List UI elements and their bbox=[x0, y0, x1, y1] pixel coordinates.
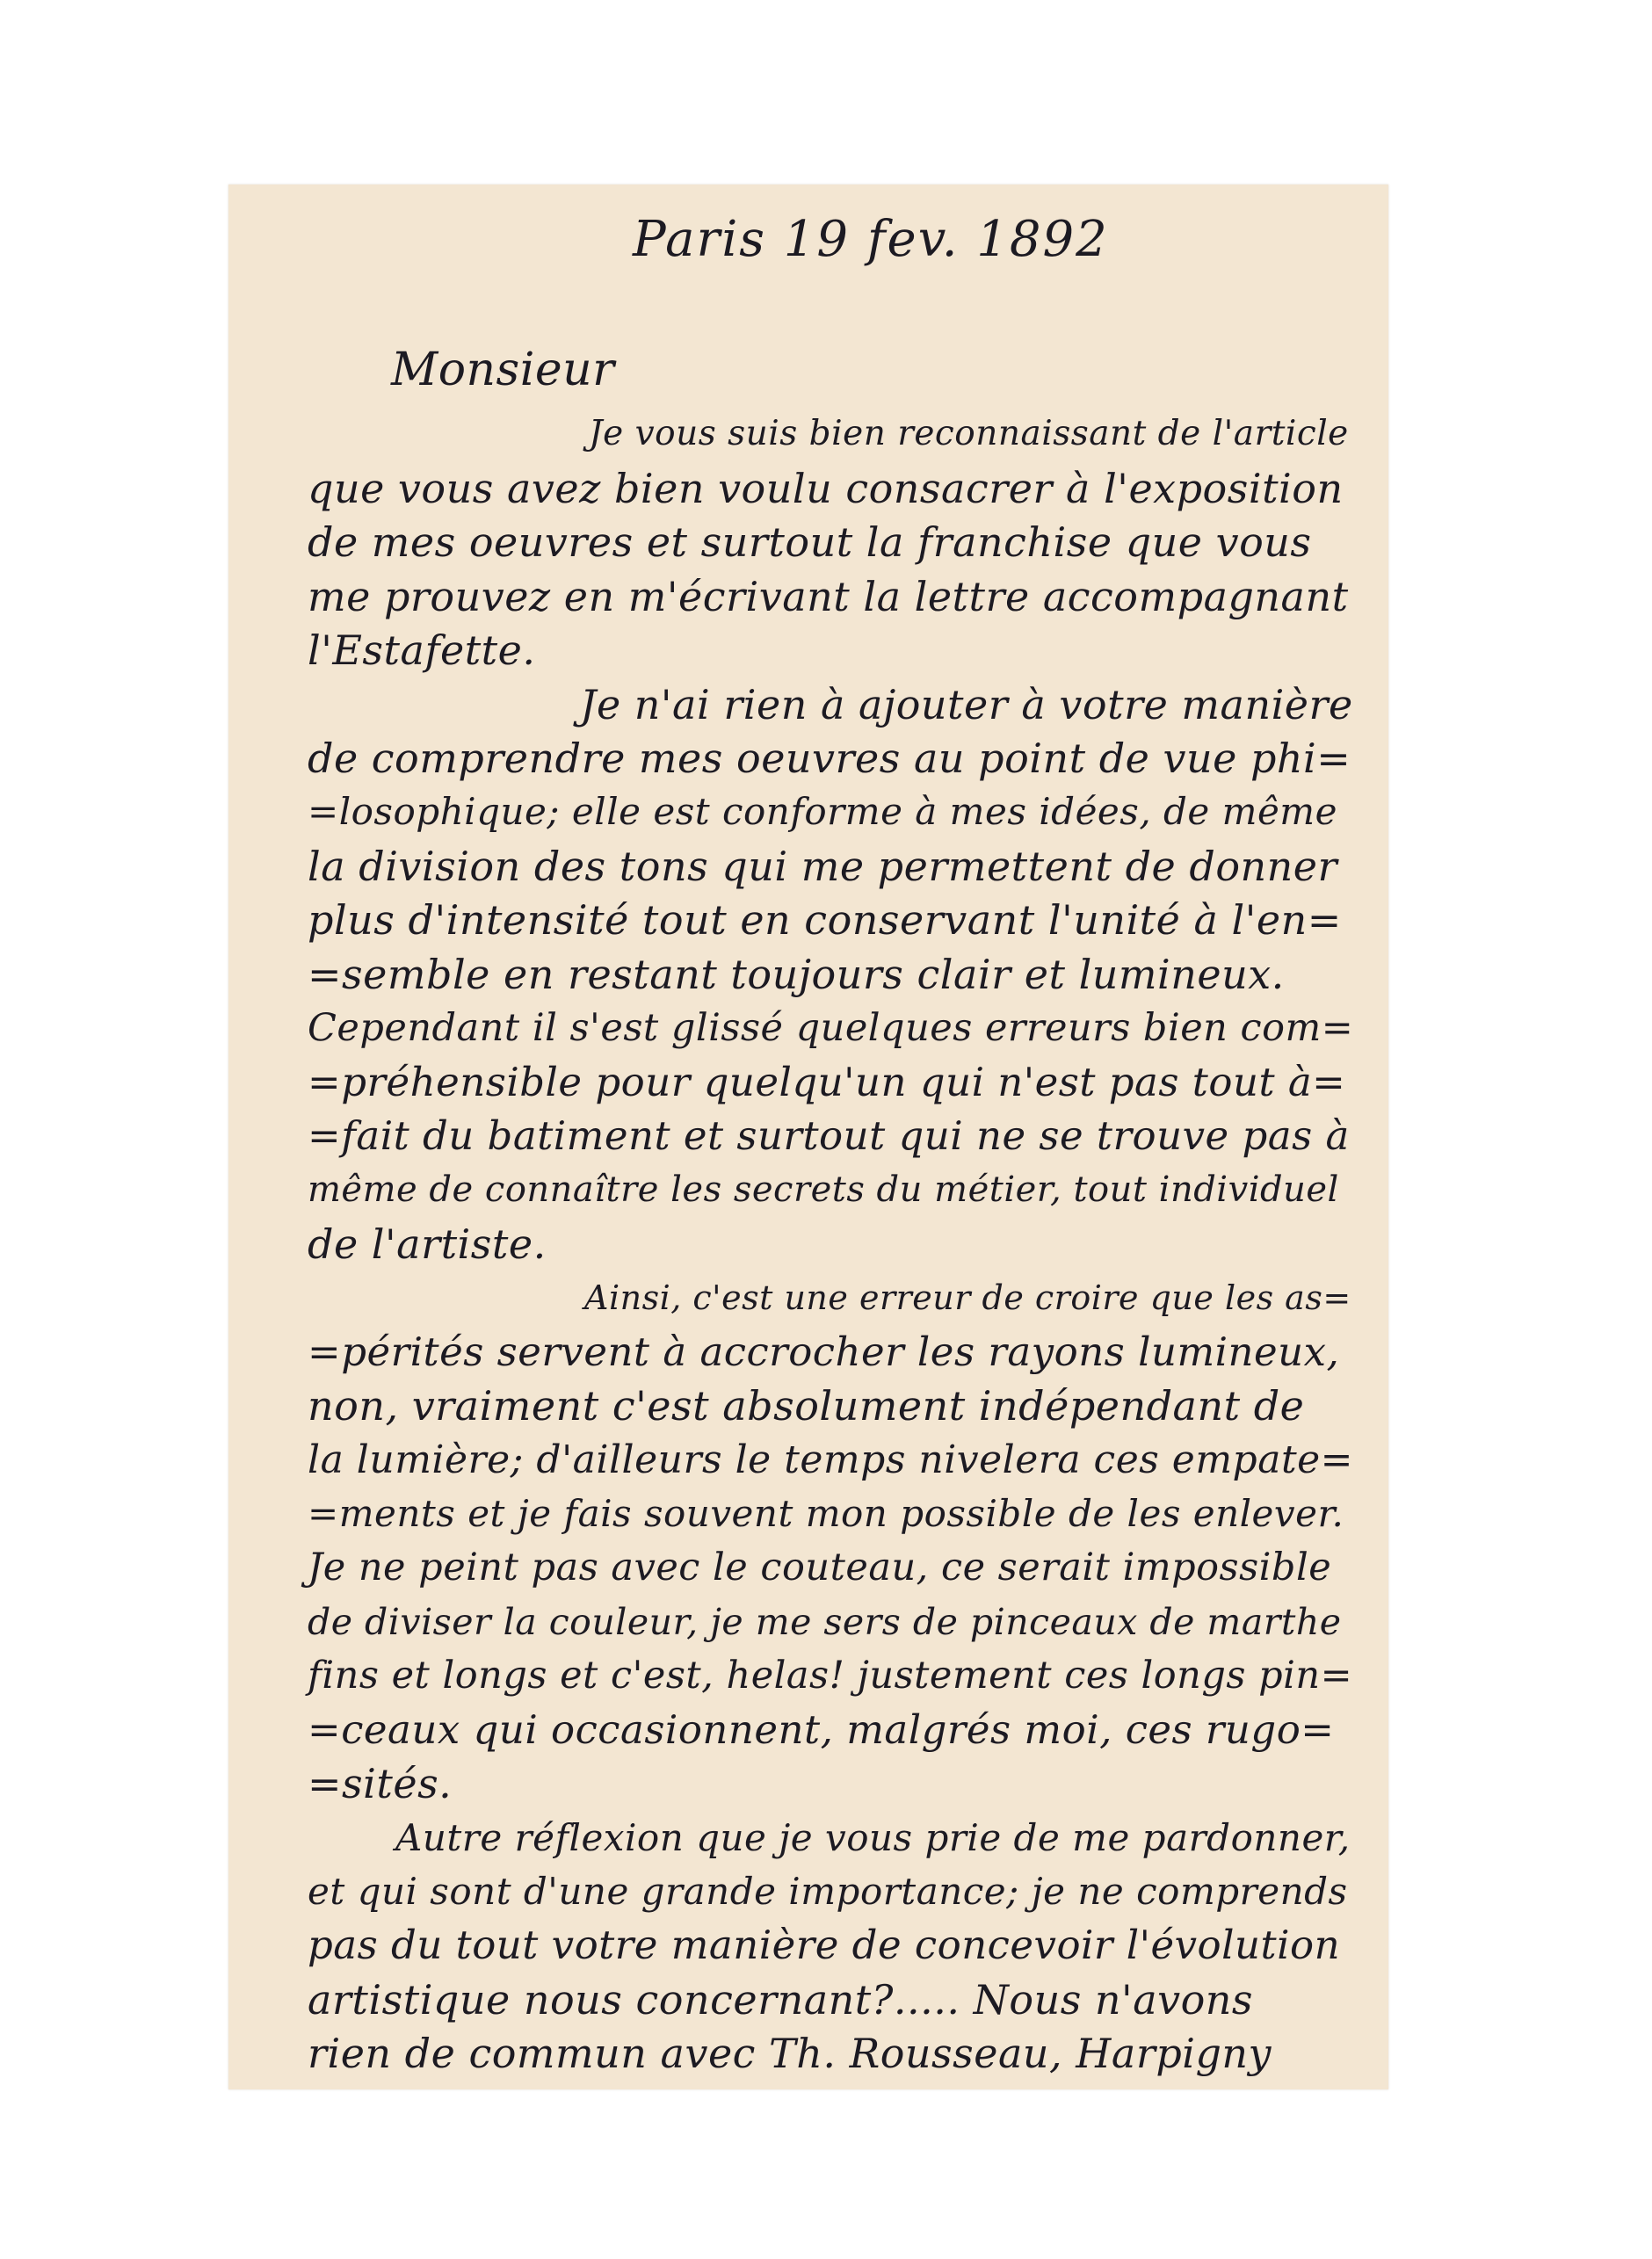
letter-line: Je vous suis bien reconnaissant de l'article bbox=[589, 414, 1349, 453]
letter-line: me prouvez en m'écrivant la lettre accompagnant bbox=[308, 573, 1349, 620]
letter-line: rien de commun avec Th. Rousseau, Harpigny bbox=[308, 2030, 1272, 2077]
letter-line: la division des tons qui me permettent de donner bbox=[308, 843, 1338, 890]
letter-line: pas du tout votre manière de concevoir l'évolution bbox=[308, 1922, 1341, 1968]
letter-line: non, vraiment c'est absolument indépendant de bbox=[308, 1382, 1305, 1430]
letter-sheet bbox=[228, 185, 1388, 2089]
letter-line: =sités. bbox=[308, 1760, 453, 1807]
letter-line: de diviser la couleur, je me sers de pinceaux de marthe bbox=[308, 1601, 1342, 1643]
letter-line: de comprendre mes oeuvres au point de vue phi= bbox=[308, 735, 1351, 782]
letter-line: =losophique; elle est conforme à mes idées, de même bbox=[308, 790, 1337, 833]
letter-line: Cependant il s'est glissé quelques erreurs bien com= bbox=[308, 1006, 1354, 1050]
letter-line: l'Estafette. bbox=[308, 626, 536, 674]
letter-line: Ainsi, c'est une erreur de croire que les as= bbox=[584, 1278, 1351, 1317]
letter-line: Autre réflexion que je vous prie de me pardonner, bbox=[395, 1816, 1351, 1859]
letter-line: =ments et je fais souvent mon possible de les enlever. bbox=[308, 1492, 1344, 1535]
letter-line: =préhensible pour quelqu'un qui n'est pas tout à= bbox=[308, 1059, 1346, 1105]
letter-salutation: Monsieur bbox=[391, 344, 615, 396]
letter-date: Paris 19 fev. 1892 bbox=[633, 211, 1109, 268]
letter-line: =fait du batiment et surtout qui ne se trouve pas à bbox=[308, 1112, 1350, 1159]
letter-line: =ceaux qui occasionnent, malgrés moi, ces rugo= bbox=[308, 1706, 1335, 1753]
letter-line: Je n'ai rien à ajouter à votre manière bbox=[580, 681, 1353, 728]
letter-line: plus d'intensité tout en conservant l'unité à l'en= bbox=[308, 896, 1342, 944]
letter-line: artistique nous concernant?..... Nous n'avons bbox=[308, 1976, 1254, 2024]
letter-line: =semble en restant toujours clair et lumineux. bbox=[308, 951, 1285, 998]
letter-line: même de connaître les secrets du métier, tout individuel bbox=[308, 1169, 1339, 1210]
letter-line: de l'artiste. bbox=[308, 1220, 547, 1268]
letter-line: =pérités servent à accrocher les rayons lumineux, bbox=[308, 1329, 1340, 1375]
letter-line: la lumière; d'ailleurs le temps nivelera ces empate= bbox=[308, 1437, 1354, 1482]
letter-line: que vous avez bien voulu consacrer à l'exposition bbox=[308, 465, 1344, 512]
letter-line: de mes oeuvres et surtout la franchise que vous bbox=[308, 518, 1312, 566]
letter-line: Je ne peint pas avec le couteau, ce serait impossible bbox=[308, 1546, 1332, 1589]
letter-line: et qui sont d'une grande importance; je ne comprends bbox=[308, 1870, 1348, 1913]
letter-line: fins et longs et c'est, helas! justement ces longs pin= bbox=[308, 1654, 1353, 1698]
